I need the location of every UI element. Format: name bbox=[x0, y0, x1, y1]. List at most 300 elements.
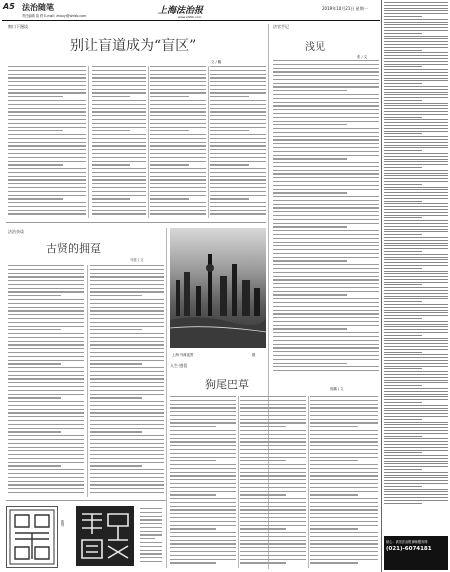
text-line bbox=[140, 542, 162, 543]
text-line bbox=[210, 134, 266, 135]
text-line bbox=[90, 454, 164, 455]
text-line bbox=[170, 506, 236, 507]
article-title: 浅见 bbox=[305, 42, 325, 53]
article-byline: 郭鹏 / 文 bbox=[330, 387, 344, 391]
text-line bbox=[90, 481, 164, 482]
text-line bbox=[240, 491, 306, 492]
text-line bbox=[240, 404, 306, 405]
notice-line bbox=[384, 307, 448, 308]
text-line bbox=[273, 223, 379, 224]
text-line bbox=[8, 172, 86, 173]
text-line bbox=[210, 138, 266, 139]
text-line bbox=[170, 415, 236, 416]
text-line bbox=[90, 386, 164, 387]
text-line bbox=[273, 200, 379, 201]
text-line bbox=[310, 430, 378, 431]
article-tag: 法官手记 bbox=[273, 24, 289, 29]
notice-line bbox=[384, 75, 448, 76]
notice-line bbox=[384, 438, 448, 439]
section-rule bbox=[6, 500, 166, 501]
notice-line bbox=[384, 385, 422, 386]
text-line bbox=[273, 332, 379, 333]
text-line bbox=[8, 145, 86, 146]
notice-line bbox=[384, 304, 448, 305]
text-line bbox=[8, 198, 63, 199]
text-line bbox=[310, 419, 378, 420]
notice-line bbox=[384, 231, 448, 232]
text-line bbox=[210, 179, 266, 180]
text-line bbox=[240, 464, 306, 465]
text-line bbox=[310, 445, 378, 446]
text-line bbox=[273, 306, 379, 307]
text-line bbox=[8, 318, 84, 319]
text-line bbox=[273, 196, 379, 197]
text-line bbox=[8, 462, 84, 463]
text-line bbox=[273, 79, 379, 80]
text-line bbox=[150, 202, 206, 203]
notice-line bbox=[384, 458, 448, 459]
notice-line bbox=[384, 128, 448, 129]
notice-line bbox=[384, 424, 448, 425]
text-line bbox=[310, 422, 378, 423]
text-line bbox=[310, 551, 378, 552]
text-line bbox=[273, 347, 379, 348]
text-line bbox=[8, 326, 84, 327]
notice-line bbox=[384, 318, 422, 319]
text-line bbox=[273, 155, 379, 156]
notice-line bbox=[384, 354, 448, 355]
text-line bbox=[90, 333, 164, 334]
notice-line bbox=[384, 243, 448, 244]
notice-line bbox=[384, 80, 448, 81]
text-line bbox=[273, 68, 379, 69]
text-line bbox=[8, 333, 84, 334]
text-line bbox=[240, 547, 306, 548]
text-line bbox=[150, 176, 206, 177]
text-line bbox=[273, 245, 379, 246]
text-line bbox=[8, 70, 86, 71]
text-line bbox=[90, 344, 164, 345]
notice-line bbox=[384, 195, 448, 196]
text-line bbox=[90, 484, 164, 485]
text-line bbox=[310, 464, 378, 465]
text-line bbox=[273, 177, 379, 178]
text-line bbox=[90, 318, 164, 319]
article-title: 别让盲道成为“盲区” bbox=[70, 38, 197, 54]
notice-line bbox=[384, 69, 448, 70]
text-line bbox=[92, 176, 146, 177]
text-line bbox=[8, 134, 86, 135]
text-line bbox=[8, 356, 84, 357]
text-line bbox=[8, 191, 86, 192]
text-line bbox=[8, 111, 86, 112]
text-line bbox=[210, 108, 266, 109]
text-line bbox=[140, 538, 155, 539]
text-line bbox=[92, 77, 146, 78]
text-line bbox=[170, 536, 236, 537]
notice-line bbox=[384, 108, 448, 109]
text-line bbox=[150, 168, 206, 169]
notice-line bbox=[384, 486, 422, 487]
notice-line bbox=[384, 136, 448, 137]
text-line bbox=[140, 531, 162, 532]
notice-line bbox=[384, 147, 448, 148]
notice-line bbox=[384, 217, 422, 218]
text-line bbox=[273, 317, 379, 318]
text-line bbox=[310, 400, 378, 401]
notice-line bbox=[384, 410, 448, 411]
notice-line bbox=[384, 447, 448, 448]
text-line bbox=[240, 532, 306, 533]
text-line bbox=[8, 210, 86, 211]
text-line bbox=[310, 426, 358, 427]
text-line bbox=[170, 487, 236, 488]
text-line bbox=[170, 438, 236, 439]
text-line bbox=[92, 195, 146, 196]
text-line bbox=[273, 325, 379, 326]
text-line bbox=[150, 70, 206, 71]
notice-line bbox=[384, 497, 448, 498]
text-line bbox=[90, 288, 164, 289]
text-line bbox=[273, 321, 379, 322]
text-line bbox=[90, 420, 164, 421]
text-line bbox=[273, 298, 379, 299]
text-line bbox=[92, 130, 130, 131]
text-line bbox=[8, 276, 84, 277]
text-line bbox=[273, 363, 347, 364]
text-line bbox=[8, 168, 86, 169]
text-line bbox=[310, 547, 378, 548]
masthead: 上海法治报 bbox=[158, 6, 204, 16]
article-title: 古贤的拥趸 bbox=[46, 242, 101, 255]
text-line bbox=[273, 260, 347, 261]
text-line bbox=[8, 161, 86, 162]
text-line bbox=[92, 70, 146, 71]
notice-line bbox=[384, 312, 448, 313]
text-line bbox=[8, 458, 84, 459]
text-line bbox=[8, 484, 84, 485]
text-line bbox=[150, 164, 189, 165]
text-line bbox=[140, 523, 162, 524]
text-line bbox=[92, 179, 146, 180]
text-line bbox=[8, 435, 84, 436]
notice-line bbox=[384, 371, 448, 372]
text-line bbox=[210, 127, 266, 128]
notice-line bbox=[384, 413, 448, 414]
notice-line bbox=[384, 357, 448, 358]
notice-line bbox=[384, 131, 448, 132]
text-line bbox=[8, 85, 86, 86]
text-line bbox=[8, 153, 86, 154]
text-line bbox=[273, 204, 379, 205]
text-line bbox=[273, 189, 379, 190]
notice-line bbox=[384, 223, 448, 224]
notice-line bbox=[384, 122, 448, 123]
text-line bbox=[8, 375, 84, 376]
text-line bbox=[90, 273, 164, 274]
text-line bbox=[8, 81, 86, 82]
text-line bbox=[273, 117, 379, 118]
notice-line bbox=[384, 189, 448, 190]
text-line bbox=[273, 166, 379, 167]
text-line bbox=[170, 441, 236, 442]
text-line bbox=[273, 268, 379, 269]
text-line bbox=[273, 328, 347, 329]
text-line bbox=[273, 279, 379, 280]
notice-line bbox=[384, 360, 448, 361]
notice-line bbox=[384, 422, 448, 423]
editor-line: 责任编辑 周 轶 E-mail: zhouyi@shfzb.com bbox=[22, 14, 87, 18]
notice-line bbox=[384, 257, 448, 258]
text-line bbox=[273, 302, 379, 303]
text-line bbox=[150, 172, 206, 173]
text-line bbox=[273, 128, 379, 129]
text-line bbox=[273, 136, 379, 137]
notice-line bbox=[384, 156, 448, 157]
text-line bbox=[170, 543, 236, 544]
notice-line bbox=[384, 173, 448, 174]
text-line bbox=[90, 341, 164, 342]
notice-line bbox=[384, 268, 422, 269]
text-line bbox=[8, 280, 84, 281]
text-line bbox=[90, 280, 164, 281]
article-tag: 窗口下漫谈 bbox=[8, 24, 28, 29]
text-line bbox=[240, 468, 306, 469]
text-line bbox=[92, 183, 146, 184]
text-line bbox=[170, 509, 236, 510]
text-line bbox=[240, 502, 306, 503]
text-line bbox=[150, 85, 206, 86]
notice-line bbox=[384, 273, 448, 274]
text-line bbox=[92, 145, 146, 146]
text-line bbox=[8, 100, 86, 101]
text-line bbox=[8, 447, 84, 448]
text-line bbox=[170, 547, 236, 548]
text-line bbox=[90, 337, 164, 338]
text-line bbox=[273, 139, 379, 140]
legal-notices-column bbox=[384, 2, 448, 532]
text-line bbox=[273, 102, 379, 103]
text-line bbox=[150, 195, 206, 196]
text-line bbox=[240, 479, 306, 480]
notice-line bbox=[384, 44, 448, 45]
text-line bbox=[8, 115, 86, 116]
text-line bbox=[310, 562, 358, 563]
notice-line bbox=[384, 290, 448, 291]
text-line bbox=[140, 508, 162, 509]
notice-line bbox=[384, 388, 448, 389]
text-line bbox=[170, 460, 216, 461]
text-line bbox=[170, 453, 236, 454]
notice-line bbox=[384, 259, 448, 260]
text-line bbox=[210, 74, 266, 75]
text-line bbox=[170, 479, 236, 480]
notice-line bbox=[384, 380, 448, 381]
text-line bbox=[170, 475, 236, 476]
text-line bbox=[210, 191, 266, 192]
notice-line bbox=[384, 293, 448, 294]
text-line bbox=[90, 462, 164, 463]
text-line bbox=[140, 561, 162, 562]
notice-line bbox=[384, 72, 448, 73]
section-name: 法治随笔 bbox=[22, 3, 54, 12]
text-line bbox=[210, 157, 266, 158]
notice-line bbox=[384, 430, 448, 431]
article-byline: 张 / 文 bbox=[357, 55, 368, 59]
text-line bbox=[150, 210, 206, 211]
article-body bbox=[310, 396, 378, 568]
notice-line bbox=[384, 89, 448, 90]
text-line bbox=[92, 74, 146, 75]
text-line bbox=[8, 108, 86, 109]
text-line bbox=[8, 307, 84, 308]
notice-line bbox=[384, 119, 448, 120]
text-line bbox=[8, 337, 84, 338]
text-line bbox=[150, 191, 206, 192]
notice-line bbox=[384, 396, 448, 397]
text-line bbox=[273, 359, 379, 360]
text-line bbox=[8, 206, 86, 207]
text-line bbox=[92, 134, 146, 135]
notice-line bbox=[384, 111, 448, 112]
notice-line bbox=[384, 332, 448, 333]
notice-line bbox=[384, 97, 448, 98]
notice-line bbox=[384, 237, 448, 238]
notice-line bbox=[384, 234, 422, 235]
notice-line bbox=[384, 343, 448, 344]
text-line bbox=[273, 242, 379, 243]
text-line bbox=[273, 310, 379, 311]
notice-line bbox=[384, 287, 448, 288]
notice-line bbox=[384, 326, 448, 327]
text-line bbox=[273, 113, 379, 114]
text-line bbox=[90, 465, 142, 466]
text-line bbox=[150, 206, 206, 207]
notice-line bbox=[384, 483, 448, 484]
text-line bbox=[240, 415, 306, 416]
text-line bbox=[310, 498, 378, 499]
text-line bbox=[310, 559, 378, 560]
text-line bbox=[240, 528, 286, 529]
text-line bbox=[8, 424, 84, 425]
text-line bbox=[273, 215, 379, 216]
text-line bbox=[8, 363, 61, 364]
text-line bbox=[210, 100, 266, 101]
text-line bbox=[210, 77, 266, 78]
notice-line bbox=[384, 489, 448, 490]
text-line bbox=[170, 491, 236, 492]
text-line bbox=[140, 534, 162, 535]
text-line bbox=[240, 472, 306, 473]
text-line bbox=[170, 445, 236, 446]
text-line bbox=[90, 401, 164, 402]
notice-line bbox=[384, 240, 448, 241]
text-line bbox=[170, 426, 216, 427]
text-line bbox=[8, 382, 84, 383]
text-line bbox=[240, 422, 306, 423]
text-line bbox=[310, 506, 378, 507]
text-line bbox=[170, 502, 236, 503]
text-line bbox=[240, 543, 306, 544]
header-rule bbox=[2, 20, 380, 21]
text-line bbox=[310, 434, 378, 435]
notice-line bbox=[384, 340, 448, 341]
notice-line bbox=[384, 248, 448, 249]
text-line bbox=[240, 509, 306, 510]
notice-line bbox=[384, 298, 448, 299]
text-line bbox=[170, 400, 236, 401]
text-line bbox=[170, 528, 216, 529]
text-line bbox=[310, 441, 378, 442]
text-line bbox=[90, 378, 164, 379]
text-line bbox=[273, 98, 379, 99]
notice-line bbox=[384, 310, 448, 311]
text-line bbox=[92, 153, 146, 154]
notice-line bbox=[384, 335, 422, 336]
text-line bbox=[90, 322, 164, 323]
text-line bbox=[310, 415, 378, 416]
text-line bbox=[8, 322, 84, 323]
column-rule bbox=[308, 396, 309, 568]
text-line bbox=[210, 81, 266, 82]
notice-line bbox=[384, 352, 422, 353]
text-line bbox=[8, 127, 86, 128]
notice-line bbox=[384, 192, 448, 193]
text-line bbox=[210, 161, 266, 162]
text-line bbox=[92, 210, 146, 211]
text-line bbox=[8, 104, 86, 105]
notice-line bbox=[384, 338, 448, 339]
article-body bbox=[8, 66, 86, 218]
text-line bbox=[8, 428, 84, 429]
notice-line bbox=[384, 324, 448, 325]
text-line bbox=[170, 468, 236, 469]
text-line bbox=[210, 198, 249, 199]
text-line bbox=[92, 213, 146, 214]
text-line bbox=[273, 121, 379, 122]
notice-line bbox=[384, 368, 422, 369]
article-byline: 文 / 戴 bbox=[211, 60, 222, 64]
text-line bbox=[310, 404, 378, 405]
text-line bbox=[8, 401, 84, 402]
article-byline: 马佳 / 文 bbox=[130, 258, 144, 262]
notice-line bbox=[384, 419, 422, 420]
notice-line bbox=[384, 198, 448, 199]
notice-line bbox=[384, 284, 422, 285]
text-line bbox=[90, 367, 164, 368]
text-line bbox=[8, 329, 61, 330]
text-line bbox=[8, 195, 86, 196]
notice-line bbox=[384, 212, 448, 213]
notice-line bbox=[384, 100, 422, 101]
text-line bbox=[150, 198, 189, 199]
text-line bbox=[8, 288, 84, 289]
article-body bbox=[8, 265, 84, 497]
text-line bbox=[310, 457, 378, 458]
notice-line bbox=[384, 301, 422, 302]
notice-line bbox=[384, 265, 448, 266]
text-line bbox=[90, 450, 164, 451]
text-line bbox=[210, 168, 266, 169]
text-line bbox=[210, 153, 266, 154]
text-line bbox=[150, 74, 206, 75]
notice-line bbox=[384, 455, 448, 456]
text-line bbox=[90, 360, 164, 361]
notice-line bbox=[384, 181, 448, 182]
text-line bbox=[170, 464, 236, 465]
text-line bbox=[8, 187, 86, 188]
text-line bbox=[273, 370, 379, 371]
